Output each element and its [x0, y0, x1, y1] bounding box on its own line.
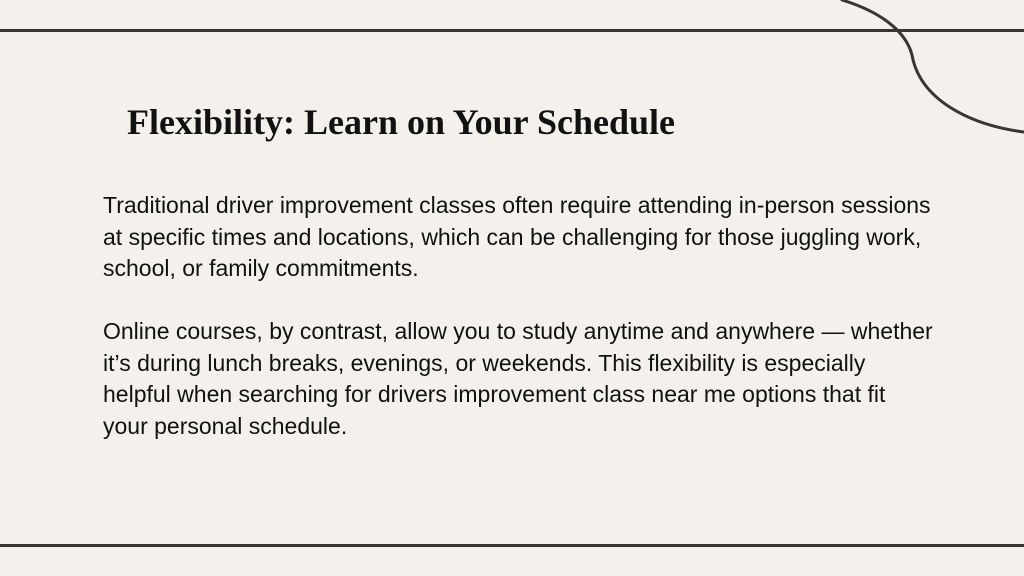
slide-title: Flexibility: Learn on Your Schedule	[127, 102, 676, 142]
body-paragraph-2: Online courses, by contrast, allow you to study anytime and anywhere — whether it’s during lunch breaks, evenings, or weekends. This flexibility is especially helpful when searching for drivers improvement class near me options that fit your personal schedule.	[103, 318, 933, 439]
top-divider-line	[0, 29, 1024, 32]
body-paragraph-1: Traditional driver improvement classes often require attending in-person sessions at specific times and locations, which can be challenging for those juggling work, school, or family commitments.	[103, 192, 931, 281]
slide-body	[103, 190, 933, 442]
bottom-divider-line	[0, 544, 1024, 547]
